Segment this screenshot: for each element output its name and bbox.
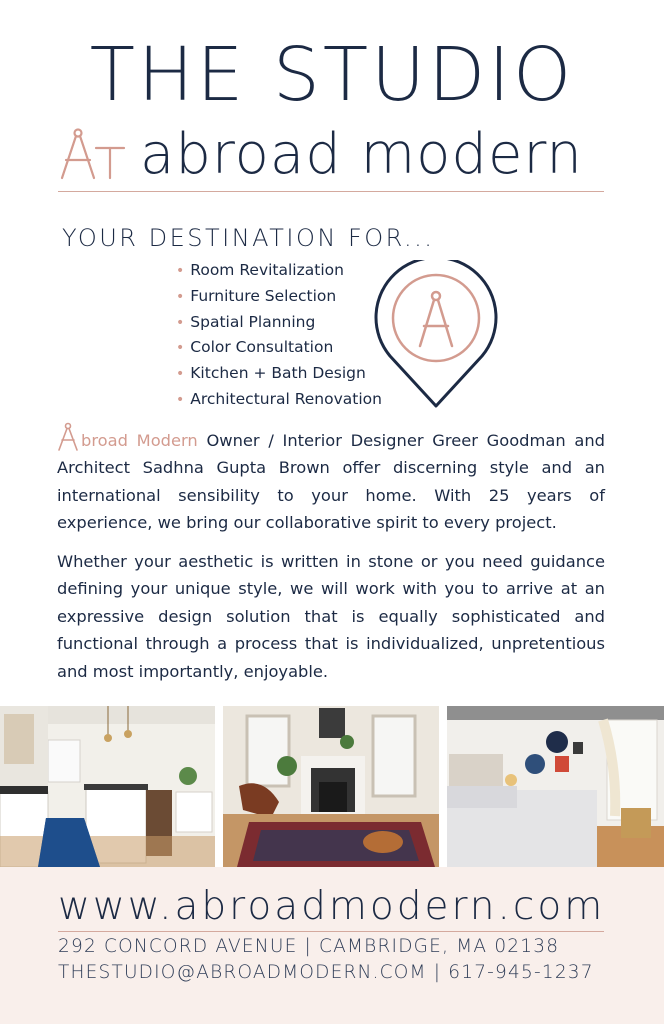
list-item: • Spatial Planning (176, 312, 316, 331)
list-item: • Color Consultation (176, 338, 334, 357)
destination-heading: YOUR DESTINATION FOR... (62, 224, 435, 252)
main-title: THE STUDIO (89, 32, 575, 118)
about-paragraph-1 (57, 422, 605, 537)
bullet-icon: • (176, 288, 185, 305)
living-room-photo (223, 706, 439, 867)
address-text: 292 CONCORD AVENUE | CAMBRIDGE, MA 02138 (58, 936, 560, 957)
location-pin-compass-icon (374, 260, 498, 408)
brand-subtitle: abroad modern (140, 122, 583, 187)
brand-a-icon (57, 422, 79, 452)
bullet-icon: • (176, 366, 185, 383)
header-divider (58, 191, 604, 192)
photo-strip (0, 706, 664, 867)
services-list (176, 258, 382, 413)
website-link[interactable]: www.abroadmodern.com (58, 884, 606, 929)
about-paragraph-2: Whether your aesthetic is written in stone or you need guidance defining your unique style, we will work with you to arrive at an expressive design solution that is equally sophisticated and functional through a process that is individualized, unpretentious and most importantly, enjoyable. (57, 552, 605, 681)
subtitle-row (58, 122, 618, 192)
kitchen-photo (0, 706, 215, 867)
list-item: • Architectural Renovation (176, 389, 382, 408)
list-item: • Room Revitalization (176, 261, 344, 279)
bullet-icon: • (176, 263, 185, 279)
list-item: • Furniture Selection (176, 286, 337, 305)
list-item: • Kitchen + Bath Design (176, 364, 366, 383)
at-logo-icon (58, 126, 128, 188)
bullet-icon: • (176, 391, 185, 408)
contact-text[interactable]: THESTUDIO@ABROADMODERN.COM | 617-945-1237 (58, 962, 594, 983)
bullet-icon: • (176, 314, 185, 331)
brand-name: broad Modern (81, 431, 198, 450)
footer-divider (58, 931, 604, 932)
bullet-icon: • (176, 340, 185, 357)
bedroom-photo (447, 706, 664, 867)
about-text: Owner / Interior Designer Greer Goodman and Architect Sadhna Gupta Brown offer discerning style and an international sensibility to your home. With 25 years of experience, we bring our collaborative spirit to every project. (57, 431, 605, 533)
